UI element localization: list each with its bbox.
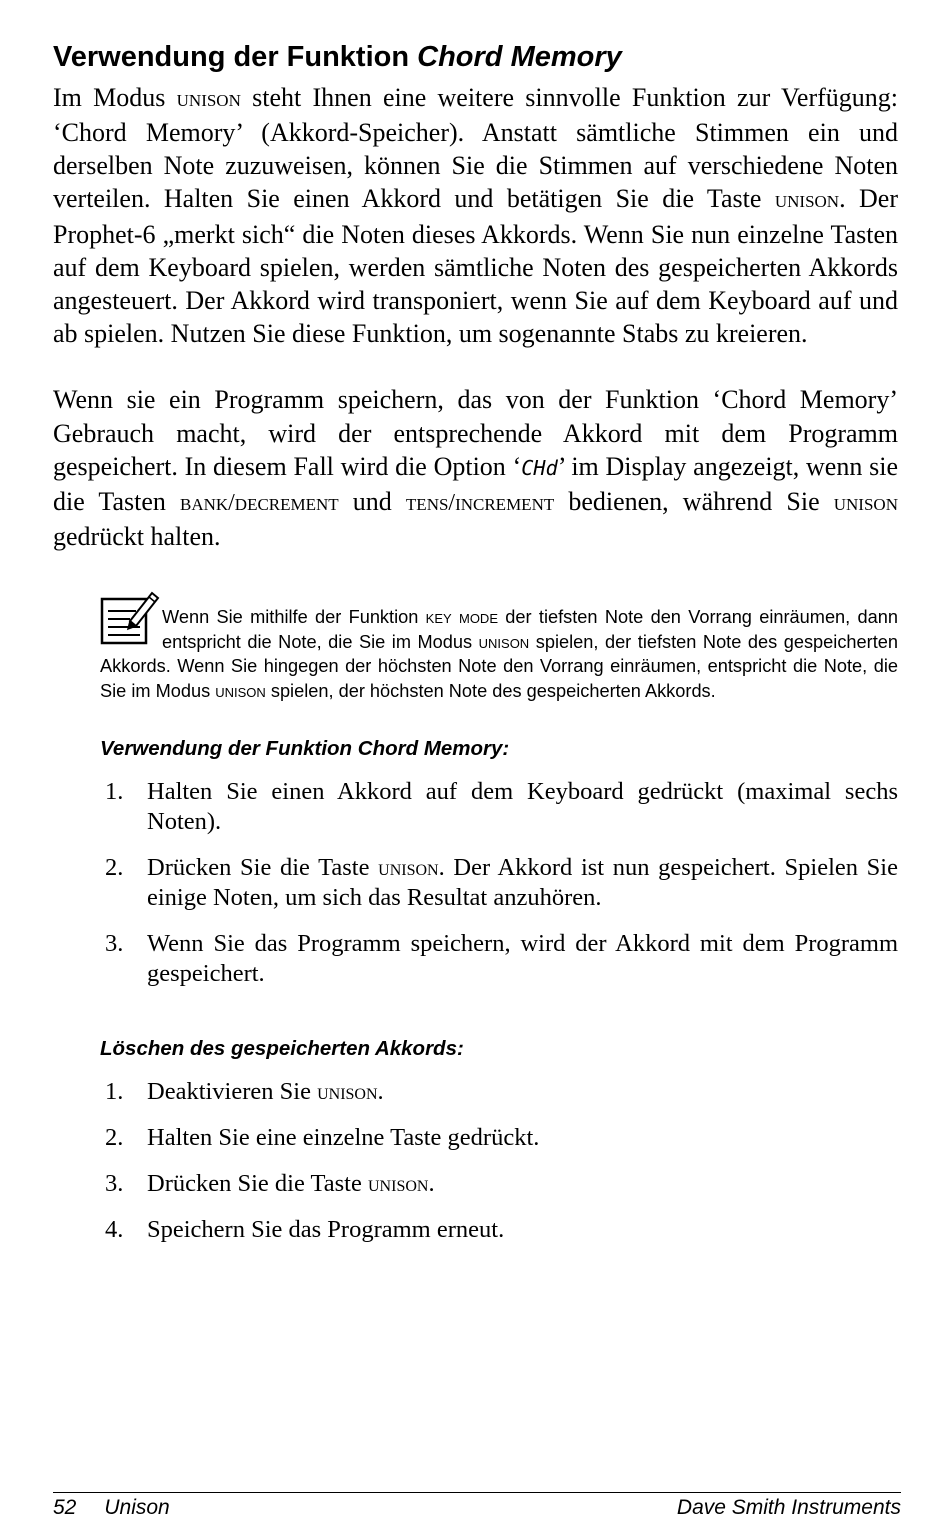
paragraph-chord-memory-save: Wenn sie ein Programm speichern, das von der Funktion ‘Chord Memory’ Gebrauch macht, wird der entsprechende Akkord mit dem Programm gespeichert. In diesem Fall wird die Option ‘CHd’ im Display angezeigt, wenn sie die Tasten bank/decrement und tens/increment bedienen, während Sie unison gedrückt halten. bbox=[53, 385, 898, 552]
footer-section: Unison bbox=[104, 1496, 170, 1519]
unison-key-label: unison bbox=[833, 490, 898, 517]
paragraph-chord-memory-intro: Im Modus unison steht Ihnen eine weitere sinnvolle Funktion zur Verfügung: ‘Chord Memory’ (Akkord-Speicher). Anstatt sämtliche Stimmen ein und derselben Note zuzuweisen, können Sie die Stimmen auf verschiedene Noten verteilen. Halten Sie einen Akkord und betätigen Sie die Taste unison. Der Prophet-6 „merkt sich“ die Noten dieses Akkords. Wenn Sie nun einzelne Tasten auf dem Keyboard spielen, werden sämtliche Noten des gespeicherten Akkords angesteuert. Der Akkord wird transponiert, wenn Sie auf dem Keyboard auf und ab spielen. Nutzen Sie diese Funktion, um sogenannte Stabs zu kreieren. bbox=[53, 82, 898, 349]
unison-key-label: unison bbox=[215, 680, 266, 701]
manual-page bbox=[53, 40, 898, 1261]
title-italic-text: Chord Memory bbox=[417, 41, 622, 73]
section-heading-delete-chord: Löschen des gespeicherten Akkords: bbox=[100, 1037, 464, 1061]
bank-decrement-key-label: bank/decrement bbox=[180, 490, 339, 517]
list-item: 2. Drücken Sie die Taste unison. Der Akkord ist nun gespeichert. Spielen Sie einige Noten, um sich das Resultat anzuhören. bbox=[105, 854, 898, 912]
unison-key-label: unison bbox=[774, 187, 840, 214]
tens-increment-key-label: tens/increment bbox=[405, 490, 555, 517]
list-item: 4. Speichern Sie das Programm erneut. bbox=[105, 1216, 505, 1244]
list-item: 2. Halten Sie eine einzelne Taste gedrückt. bbox=[105, 1124, 540, 1152]
unison-key-label: unison bbox=[317, 1079, 378, 1105]
list-item: 1. Halten Sie einen Akkord auf dem Keyboard gedrückt (maximal sechs Noten). bbox=[105, 778, 898, 836]
list-item: 1. Deaktivieren Sie unison. bbox=[105, 1078, 384, 1106]
note-box: Wenn Sie mithilfe der Funktion key mode der tiefsten Note den Vorrang einräumen, dann entspricht die Note, die Sie im Modus unison spielen, der tiefsten Note des gespeicherten Akkords. Wenn Sie hingegen der höchsten Note den Vorrang einräumen, entspricht die Note, die Sie im Modus unison spielen, der höchsten Note des gespeicherten Akkords. bbox=[100, 589, 898, 703]
page-number: 52 bbox=[53, 1496, 77, 1519]
steps-delete-chord bbox=[100, 1077, 898, 1245]
key-mode-label: key mode bbox=[425, 607, 498, 628]
page-title bbox=[53, 40, 898, 75]
note-pencil-icon bbox=[100, 589, 160, 645]
page-footer bbox=[53, 1492, 901, 1520]
lcd-display-text: CHd bbox=[521, 455, 558, 480]
paragraph-gap bbox=[53, 350, 898, 383]
unison-key-label: unison bbox=[478, 631, 530, 652]
steps-using-chord-memory bbox=[100, 777, 898, 989]
footer-left bbox=[53, 1496, 198, 1520]
list-item: 3. Wenn Sie das Programm speichern, wird der Akkord mit dem Programm gespeichert. bbox=[105, 930, 898, 988]
footer-publisher: Dave Smith Instruments bbox=[676, 1496, 901, 1519]
unison-key-label: unison bbox=[368, 1171, 429, 1197]
title-text: Verwendung der Funktion bbox=[53, 41, 418, 73]
unison-key-label: unison bbox=[176, 85, 241, 112]
unison-key-label: unison bbox=[378, 855, 439, 881]
list-item: 3. Drücken Sie die Taste unison. bbox=[105, 1170, 435, 1198]
section-heading-using-chord-memory: Verwendung der Funktion Chord Memory: bbox=[100, 737, 510, 761]
